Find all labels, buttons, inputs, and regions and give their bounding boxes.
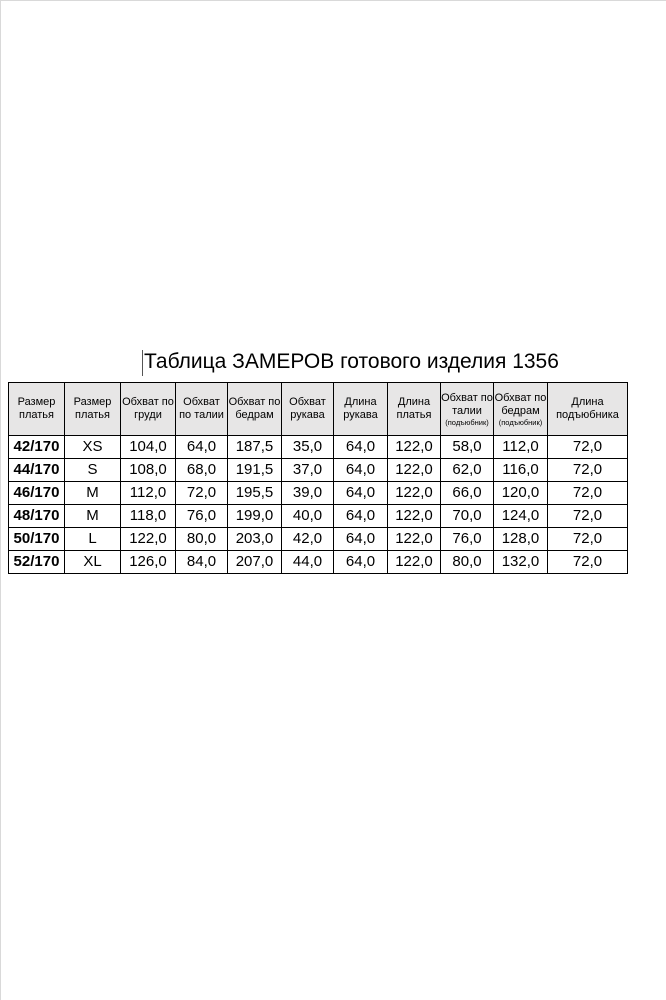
- measurement-cell: 118,0: [121, 505, 176, 528]
- page-edge-top: [0, 0, 666, 1]
- measurement-cell: 70,0: [441, 505, 494, 528]
- column-header: [388, 383, 441, 436]
- measurement-cell: 122,0: [388, 551, 441, 574]
- measurement-cell: 42,0: [282, 528, 334, 551]
- measurement-cell: 76,0: [176, 505, 228, 528]
- measurement-cell: 108,0: [121, 459, 176, 482]
- table-header-row: [9, 383, 628, 436]
- measurement-cell: 64,0: [334, 482, 388, 505]
- measurement-cell: 112,0: [121, 482, 176, 505]
- column-header: [334, 383, 388, 436]
- table-body: [9, 436, 628, 574]
- column-header-label: Обхват по талии: [179, 396, 224, 421]
- column-header-label: Обхват по талии: [441, 391, 493, 417]
- column-header-label: Длина рукава: [343, 396, 378, 421]
- measurement-cell: 122,0: [121, 528, 176, 551]
- column-header-label: Размер платья: [73, 396, 112, 421]
- measurement-cell: 39,0: [282, 482, 334, 505]
- measurement-cell: 104,0: [121, 436, 176, 459]
- column-header: [176, 383, 228, 436]
- column-header: [9, 383, 65, 436]
- measurement-cell: 72,0: [548, 551, 628, 574]
- size-cell: 46/170: [9, 482, 65, 505]
- column-header: [65, 383, 121, 436]
- measurement-cell: 80,0: [176, 528, 228, 551]
- measurement-cell: 44,0: [282, 551, 334, 574]
- measurement-cell: 72,0: [548, 482, 628, 505]
- column-header: [228, 383, 282, 436]
- table-row: [9, 505, 628, 528]
- letter-size-cell: XL: [65, 551, 121, 574]
- measurement-cell: 72,0: [548, 528, 628, 551]
- measurement-cell: 37,0: [282, 459, 334, 482]
- measurement-cell: 64,0: [334, 436, 388, 459]
- measurement-cell: 72,0: [548, 505, 628, 528]
- page-edge-left: [0, 0, 1, 1000]
- column-header: [548, 383, 628, 436]
- column-header-label: Длина платья: [396, 396, 432, 421]
- measurement-cell: 66,0: [441, 482, 494, 505]
- measurement-cell: 187,5: [228, 436, 282, 459]
- measurement-cell: 120,0: [494, 482, 548, 505]
- table-row: [9, 436, 628, 459]
- size-cell: 52/170: [9, 551, 65, 574]
- measurement-cell: 112,0: [494, 436, 548, 459]
- measurement-cell: 64,0: [334, 459, 388, 482]
- letter-size-cell: XS: [65, 436, 121, 459]
- measurement-cell: 191,5: [228, 459, 282, 482]
- column-header-note: (подъюбник): [445, 417, 489, 427]
- measurement-cell: 195,5: [228, 482, 282, 505]
- column-header-label: Обхват по бедрам: [228, 396, 281, 421]
- measurement-cell: 62,0: [441, 459, 494, 482]
- column-header: [441, 383, 494, 436]
- measurement-cell: 40,0: [282, 505, 334, 528]
- measurement-cell: 72,0: [176, 482, 228, 505]
- measurement-cell: 76,0: [441, 528, 494, 551]
- column-header: [282, 383, 334, 436]
- column-header: [494, 383, 548, 436]
- size-cell: 48/170: [9, 505, 65, 528]
- measurement-cell: 58,0: [441, 436, 494, 459]
- measurement-cell: 84,0: [176, 551, 228, 574]
- column-header-label: Обхват рукава: [289, 396, 326, 421]
- measurement-cell: 116,0: [494, 459, 548, 482]
- measurements-table: [8, 382, 628, 574]
- measurement-cell: 122,0: [388, 459, 441, 482]
- measurement-cell: 122,0: [388, 482, 441, 505]
- measurement-cell: 64,0: [176, 436, 228, 459]
- measurement-cell: 72,0: [548, 436, 628, 459]
- measurement-cell: 68,0: [176, 459, 228, 482]
- column-header-note: (подъюбник): [498, 417, 543, 427]
- measurement-cell: 64,0: [334, 505, 388, 528]
- column-header-label: Размер платья: [17, 396, 56, 421]
- letter-size-cell: L: [65, 528, 121, 551]
- document-title: Таблица ЗАМЕРОВ готового изделия 1356: [144, 350, 559, 373]
- measurement-cell: 132,0: [494, 551, 548, 574]
- column-header-label: Обхват по бедрам: [494, 391, 547, 417]
- measurement-cell: 199,0: [228, 505, 282, 528]
- letter-size-cell: M: [65, 505, 121, 528]
- measurement-cell: 122,0: [388, 528, 441, 551]
- measurement-cell: 64,0: [334, 528, 388, 551]
- measurement-cell: 35,0: [282, 436, 334, 459]
- letter-size-cell: M: [65, 482, 121, 505]
- measurement-cell: 72,0: [548, 459, 628, 482]
- measurement-cell: 80,0: [441, 551, 494, 574]
- measurement-cell: 128,0: [494, 528, 548, 551]
- size-cell: 44/170: [9, 459, 65, 482]
- letter-size-cell: S: [65, 459, 121, 482]
- size-cell: 50/170: [9, 528, 65, 551]
- table-row: [9, 528, 628, 551]
- column-header: [121, 383, 176, 436]
- size-cell: 42/170: [9, 436, 65, 459]
- column-header-label: Длина подъюбника: [556, 396, 619, 421]
- measurement-cell: 207,0: [228, 551, 282, 574]
- measurement-cell: 203,0: [228, 528, 282, 551]
- measurement-cell: 122,0: [388, 505, 441, 528]
- measurement-cell: 126,0: [121, 551, 176, 574]
- column-header-label: Обхват по груди: [122, 396, 174, 421]
- measurement-cell: 124,0: [494, 505, 548, 528]
- measurement-cell: 64,0: [334, 551, 388, 574]
- table-row: [9, 482, 628, 505]
- text-cursor: [142, 350, 143, 376]
- table-row: [9, 459, 628, 482]
- measurement-cell: 122,0: [388, 436, 441, 459]
- table-row: [9, 551, 628, 574]
